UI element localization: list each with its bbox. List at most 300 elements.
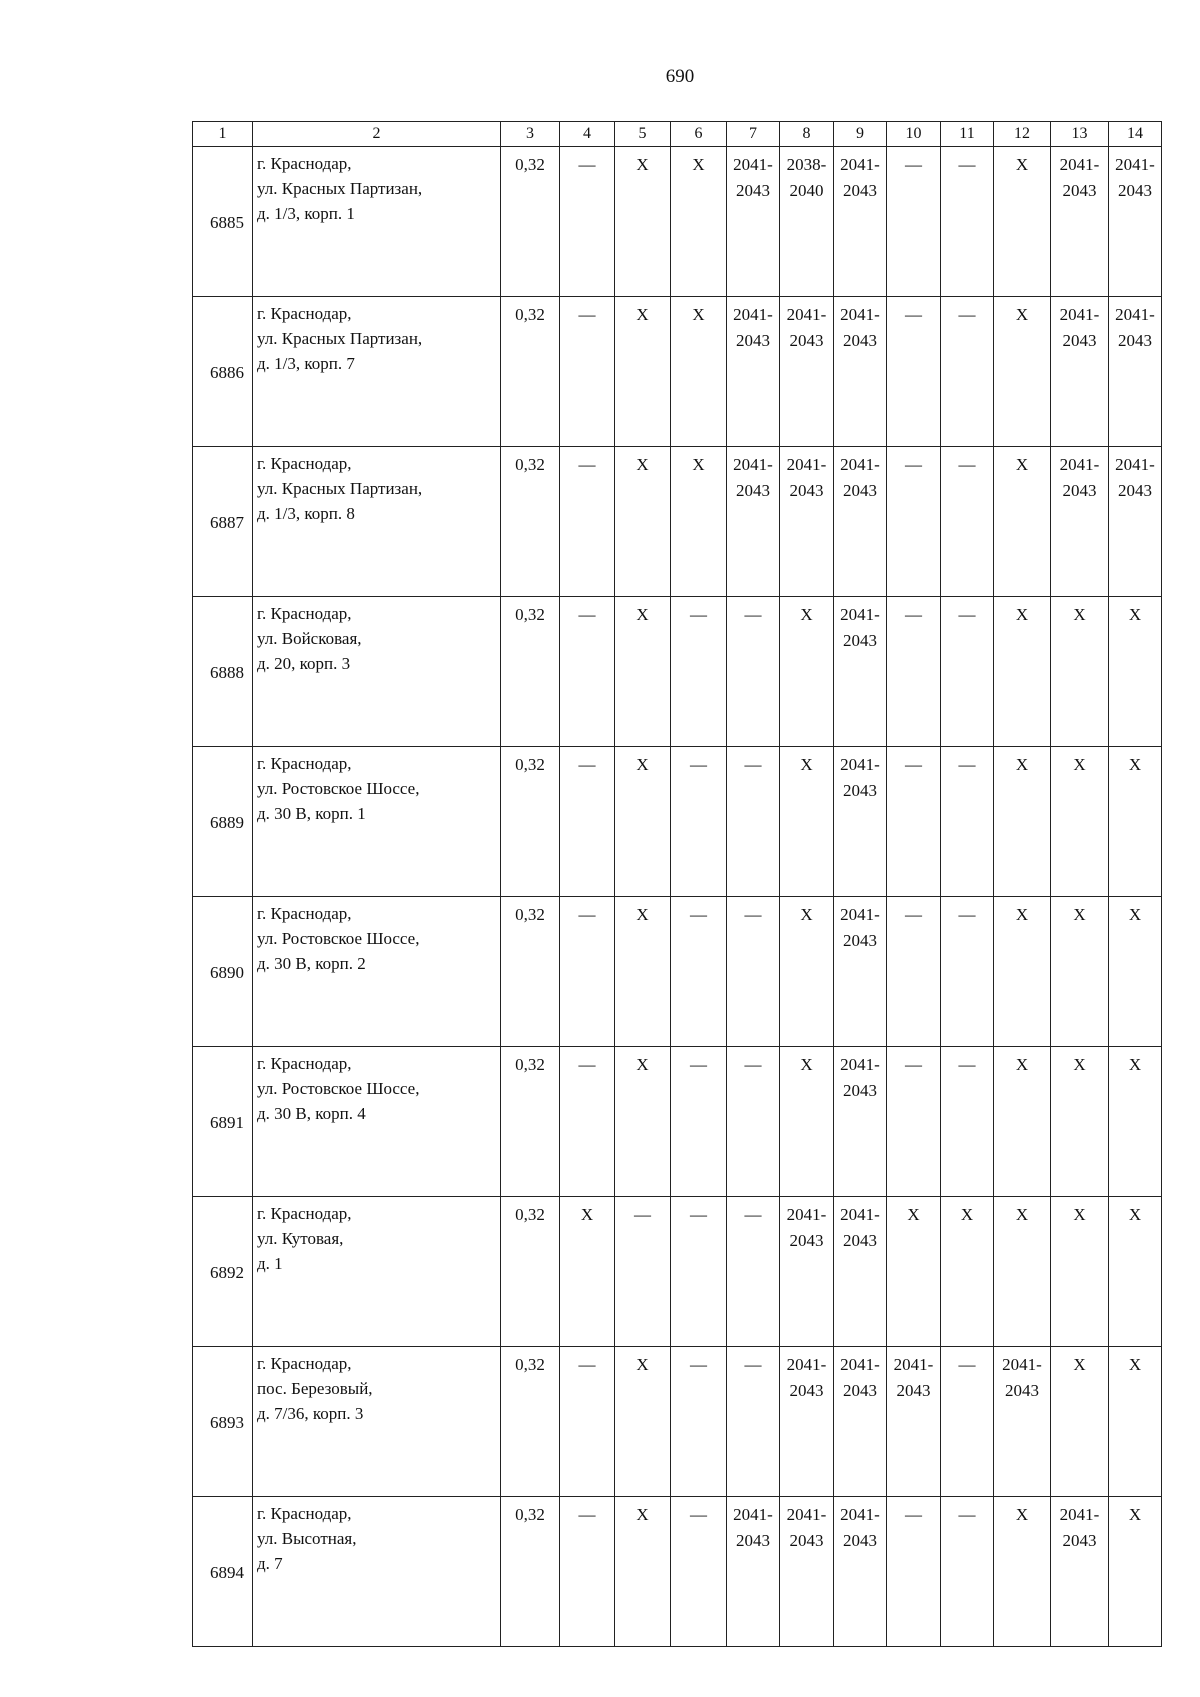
address-line: д. 1	[257, 1254, 283, 1273]
cell-value: X	[1073, 1055, 1086, 1074]
cell-value: X	[1015, 1205, 1029, 1224]
cell-value: X	[1128, 1505, 1142, 1524]
value-cell-col-7	[727, 1347, 780, 1497]
cell-value: 2038- 2040	[786, 155, 827, 200]
cell-value: 2041- 2043	[840, 1505, 880, 1550]
value-cell-col-4	[560, 1197, 615, 1347]
cell-value: 0,32	[515, 605, 545, 624]
cell-value: —	[578, 1055, 596, 1074]
value-cell-col-14	[1109, 747, 1162, 897]
cell-value: —	[578, 1355, 596, 1374]
address-line: ул. Ростовское Шоссе,	[257, 1079, 420, 1098]
cell-value: —	[744, 905, 762, 924]
value-cell-col-8	[780, 897, 834, 1047]
value-cell-col-6	[671, 147, 727, 297]
table-row	[193, 1047, 1162, 1197]
value-cell-col-9	[834, 1047, 887, 1197]
cell-value: 2041- 2043	[1002, 1355, 1042, 1400]
value-cell-col-10	[887, 447, 941, 597]
value-cell-col-8	[780, 147, 834, 297]
value-cell-col-13	[1051, 1497, 1109, 1647]
value-cell-col-7	[727, 1497, 780, 1647]
cell-value: 0,32	[515, 1355, 545, 1374]
address-line: ул. Войсковая,	[257, 629, 362, 648]
value-cell-col-3	[501, 297, 560, 447]
address-line: д. 1/3, корп. 1	[257, 204, 355, 223]
row-number: 6891	[210, 1113, 244, 1132]
value-cell-col-13	[1051, 447, 1109, 597]
cell-value: X	[1015, 305, 1029, 324]
address-line: д. 1/3, корп. 7	[257, 354, 355, 373]
cell-value: 2041- 2043	[786, 1505, 827, 1550]
value-cell-col-5	[615, 297, 671, 447]
address-cell	[253, 1197, 501, 1347]
row-number: 6894	[210, 1563, 244, 1582]
cell-value: X	[1073, 905, 1086, 924]
value-cell-col-11	[941, 447, 994, 597]
cell-value: X	[1015, 605, 1029, 624]
cell-value: 2041- 2043	[1059, 305, 1100, 350]
cell-value: X	[1015, 1055, 1029, 1074]
cell-value: 0,32	[515, 905, 545, 924]
value-cell-col-9	[834, 1197, 887, 1347]
value-cell-col-5	[615, 447, 671, 597]
value-cell-col-11	[941, 1197, 994, 1347]
value-cell-col-5	[615, 747, 671, 897]
cell-value: 2041- 2043	[840, 1355, 880, 1400]
value-cell-col-5	[615, 1497, 671, 1647]
cell-value: —	[690, 1055, 707, 1074]
address-line: г. Краснодар,	[257, 154, 352, 173]
value-cell-col-9	[834, 147, 887, 297]
value-cell-col-8	[780, 297, 834, 447]
cell-value: X	[636, 755, 649, 774]
value-cell-col-9	[834, 297, 887, 447]
value-cell-col-3	[501, 1497, 560, 1647]
cell-value: X	[636, 1505, 649, 1524]
cell-value: —	[958, 755, 976, 774]
cell-value: 2041- 2043	[786, 305, 827, 350]
column-header-1: 1	[193, 122, 253, 147]
value-cell-col-5	[615, 597, 671, 747]
row-number-cell	[193, 1197, 253, 1347]
value-cell-col-8	[780, 1497, 834, 1647]
cell-value: —	[744, 755, 762, 774]
cell-value: X	[636, 155, 649, 174]
cell-value: X	[1073, 605, 1086, 624]
address-line: г. Краснодар,	[257, 1504, 352, 1523]
cell-value: X	[692, 305, 705, 324]
cell-value: X	[800, 605, 813, 624]
row-number: 6887	[210, 513, 244, 532]
cell-value: 2041- 2043	[733, 455, 773, 500]
column-header-2: 2	[253, 122, 501, 147]
cell-value: X	[800, 1055, 813, 1074]
address-line: г. Краснодар,	[257, 754, 352, 773]
value-cell-col-8	[780, 1047, 834, 1197]
address-line: ул. Красных Партизан,	[257, 179, 423, 198]
cell-value: —	[690, 905, 707, 924]
cell-value: —	[905, 1505, 922, 1524]
cell-value: —	[690, 605, 707, 624]
value-cell-col-6	[671, 1047, 727, 1197]
cell-value: —	[578, 605, 596, 624]
column-header-10: 10	[887, 122, 941, 147]
cell-value: —	[958, 605, 976, 624]
table-row	[193, 597, 1162, 747]
cell-value: —	[958, 1055, 976, 1074]
cell-value: X	[1015, 755, 1029, 774]
value-cell-col-3	[501, 1047, 560, 1197]
cell-value: X	[1015, 905, 1029, 924]
value-cell-col-13	[1051, 147, 1109, 297]
cell-value: 2041- 2043	[840, 605, 880, 650]
column-header-14: 14	[1109, 122, 1162, 147]
cell-value: X	[1073, 1205, 1086, 1224]
cell-value: —	[634, 1205, 651, 1224]
row-number-cell	[193, 1347, 253, 1497]
value-cell-col-11	[941, 1047, 994, 1197]
address-cell	[253, 1047, 501, 1197]
cell-value: 2041- 2043	[1059, 1505, 1100, 1550]
cell-value: X	[907, 1205, 920, 1224]
cell-value: 2041- 2043	[1059, 455, 1100, 500]
address-line: г. Краснодар,	[257, 904, 352, 923]
table-row	[193, 897, 1162, 1047]
value-cell-col-6	[671, 1347, 727, 1497]
cell-value: —	[958, 155, 976, 174]
cell-value: —	[578, 305, 596, 324]
column-header-9: 9	[834, 122, 887, 147]
value-cell-col-7	[727, 297, 780, 447]
value-cell-col-10	[887, 1047, 941, 1197]
value-cell-col-12	[994, 597, 1051, 747]
value-cell-col-12	[994, 1047, 1051, 1197]
cell-value: —	[690, 1355, 707, 1374]
value-cell-col-12	[994, 1497, 1051, 1647]
cell-value: 2041- 2043	[733, 155, 773, 200]
cell-value: 2041- 2043	[733, 1505, 773, 1550]
value-cell-col-4	[560, 1497, 615, 1647]
value-cell-col-4	[560, 1047, 615, 1197]
cell-value: X	[1128, 1355, 1142, 1374]
cell-value: —	[905, 155, 922, 174]
value-cell-col-7	[727, 447, 780, 597]
table-body	[193, 122, 1162, 1647]
cell-value: X	[636, 1055, 649, 1074]
address-line: г. Краснодар,	[257, 304, 352, 323]
cell-value: X	[1128, 1055, 1142, 1074]
cell-value: 0,32	[515, 305, 545, 324]
cell-value: —	[690, 1505, 707, 1524]
value-cell-col-10	[887, 897, 941, 1047]
value-cell-col-10	[887, 147, 941, 297]
cell-value: X	[1015, 155, 1029, 174]
value-cell-col-6	[671, 747, 727, 897]
value-cell-col-12	[994, 147, 1051, 297]
cell-value: 0,32	[515, 1505, 545, 1524]
value-cell-col-8	[780, 747, 834, 897]
value-cell-col-8	[780, 447, 834, 597]
value-cell-col-5	[615, 897, 671, 1047]
cell-value: X	[1015, 455, 1029, 474]
value-cell-col-9	[834, 1497, 887, 1647]
value-cell-col-12	[994, 1347, 1051, 1497]
row-number: 6888	[210, 663, 244, 682]
value-cell-col-4	[560, 1347, 615, 1497]
data-table	[192, 121, 1162, 1647]
cell-value: —	[690, 755, 707, 774]
address-line: г. Краснодар,	[257, 1204, 352, 1223]
cell-value: 2041- 2043	[840, 1205, 880, 1250]
row-number-cell	[193, 447, 253, 597]
address-line: д. 7/36, корп. 3	[257, 1404, 364, 1423]
address-line: д. 7	[257, 1554, 283, 1573]
column-header-4: 4	[560, 122, 615, 147]
value-cell-col-11	[941, 597, 994, 747]
value-cell-col-12	[994, 297, 1051, 447]
cell-value: 2041- 2043	[733, 305, 773, 350]
row-number: 6889	[210, 813, 244, 832]
row-number: 6885	[210, 213, 244, 232]
value-cell-col-12	[994, 1197, 1051, 1347]
value-cell-col-10	[887, 1347, 941, 1497]
value-cell-col-7	[727, 597, 780, 747]
row-number-cell	[193, 297, 253, 447]
row-number: 6892	[210, 1263, 244, 1282]
table-row	[193, 747, 1162, 897]
address-cell	[253, 1347, 501, 1497]
cell-value: —	[958, 1355, 976, 1374]
value-cell-col-7	[727, 747, 780, 897]
cell-value: —	[905, 905, 922, 924]
cell-value: 2041- 2043	[1059, 155, 1100, 200]
column-header-12: 12	[994, 122, 1051, 147]
cell-value: —	[744, 605, 762, 624]
value-cell-col-14	[1109, 1197, 1162, 1347]
value-cell-col-13	[1051, 297, 1109, 447]
cell-value: —	[905, 1055, 922, 1074]
cell-value: 2041- 2043	[840, 305, 880, 350]
page-number: 690	[665, 66, 695, 87]
cell-value: —	[905, 305, 922, 324]
value-cell-col-14	[1109, 897, 1162, 1047]
value-cell-col-11	[941, 1347, 994, 1497]
value-cell-col-7	[727, 1047, 780, 1197]
cell-value: 0,32	[515, 455, 545, 474]
value-cell-col-11	[941, 1497, 994, 1647]
cell-value: —	[744, 1055, 762, 1074]
address-line: ул. Кутовая,	[257, 1229, 344, 1248]
value-cell-col-4	[560, 597, 615, 747]
value-cell-col-6	[671, 297, 727, 447]
address-cell	[253, 747, 501, 897]
value-cell-col-12	[994, 747, 1051, 897]
cell-value: —	[578, 155, 596, 174]
value-cell-col-6	[671, 1197, 727, 1347]
value-cell-col-9	[834, 897, 887, 1047]
value-cell-col-4	[560, 897, 615, 1047]
value-cell-col-5	[615, 1347, 671, 1497]
value-cell-col-8	[780, 1347, 834, 1497]
value-cell-col-5	[615, 147, 671, 297]
value-cell-col-10	[887, 747, 941, 897]
value-cell-col-3	[501, 147, 560, 297]
row-number-cell	[193, 1497, 253, 1647]
cell-value: 2041- 2043	[893, 1355, 934, 1400]
value-cell-col-3	[501, 447, 560, 597]
address-cell	[253, 147, 501, 297]
value-cell-col-4	[560, 747, 615, 897]
value-cell-col-10	[887, 297, 941, 447]
cell-value: 0,32	[515, 1055, 545, 1074]
value-cell-col-13	[1051, 747, 1109, 897]
value-cell-col-3	[501, 747, 560, 897]
value-cell-col-14	[1109, 447, 1162, 597]
value-cell-col-13	[1051, 1197, 1109, 1347]
table-row	[193, 147, 1162, 297]
value-cell-col-11	[941, 297, 994, 447]
address-line: ул. Красных Партизан,	[257, 479, 423, 498]
cell-value: —	[905, 755, 922, 774]
cell-value: X	[692, 455, 705, 474]
column-header-6: 6	[671, 122, 727, 147]
value-cell-col-14	[1109, 297, 1162, 447]
value-cell-col-11	[941, 147, 994, 297]
value-cell-col-6	[671, 447, 727, 597]
cell-value: 2041- 2043	[786, 1205, 827, 1250]
address-line: г. Краснодар,	[257, 1054, 352, 1073]
address-line: д. 20, корп. 3	[257, 654, 351, 673]
cell-value: —	[578, 1505, 596, 1524]
cell-value: X	[636, 455, 649, 474]
address-line: д. 30 В, корп. 4	[257, 1104, 366, 1123]
value-cell-col-5	[615, 1197, 671, 1347]
address-cell	[253, 897, 501, 1047]
cell-value: 2041- 2043	[1115, 155, 1155, 200]
cell-value: X	[960, 1205, 974, 1224]
cell-value: 0,32	[515, 1205, 545, 1224]
cell-value: 2041- 2043	[1115, 455, 1155, 500]
value-cell-col-9	[834, 597, 887, 747]
value-cell-col-13	[1051, 897, 1109, 1047]
table-row	[193, 297, 1162, 447]
cell-value: X	[1128, 905, 1142, 924]
cell-value: 2041- 2043	[840, 155, 880, 200]
cell-value: —	[958, 455, 976, 474]
row-number-cell	[193, 147, 253, 297]
table-row	[193, 1347, 1162, 1497]
cell-value: 0,32	[515, 155, 545, 174]
address-cell	[253, 297, 501, 447]
address-line: г. Краснодар,	[257, 1354, 352, 1373]
value-cell-col-14	[1109, 597, 1162, 747]
value-cell-col-9	[834, 747, 887, 897]
header-row	[193, 122, 1162, 147]
value-cell-col-4	[560, 297, 615, 447]
row-number: 6890	[210, 963, 244, 982]
table-row	[193, 447, 1162, 597]
cell-value: X	[1073, 755, 1086, 774]
value-cell-col-13	[1051, 1347, 1109, 1497]
value-cell-col-6	[671, 1497, 727, 1647]
table-row	[193, 1497, 1162, 1647]
column-header-7: 7	[727, 122, 780, 147]
column-header-13: 13	[1051, 122, 1109, 147]
cell-value: —	[744, 1205, 762, 1224]
cell-value: —	[905, 455, 922, 474]
value-cell-col-10	[887, 1197, 941, 1347]
value-cell-col-3	[501, 597, 560, 747]
row-number: 6886	[210, 363, 244, 382]
value-cell-col-3	[501, 1197, 560, 1347]
value-cell-col-10	[887, 597, 941, 747]
value-cell-col-5	[615, 1047, 671, 1197]
cell-value: 2041- 2043	[786, 455, 827, 500]
column-header-5: 5	[615, 122, 671, 147]
row-number-cell	[193, 897, 253, 1047]
cell-value: X	[1128, 605, 1142, 624]
cell-value: —	[578, 905, 596, 924]
value-cell-col-11	[941, 897, 994, 1047]
address-line: д. 30 В, корп. 2	[257, 954, 366, 973]
address-line: ул. Ростовское Шоссе,	[257, 779, 420, 798]
value-cell-col-12	[994, 897, 1051, 1047]
cell-value: X	[692, 155, 705, 174]
cell-value: —	[958, 1505, 976, 1524]
cell-value: —	[690, 1205, 707, 1224]
value-cell-col-13	[1051, 597, 1109, 747]
value-cell-col-8	[780, 597, 834, 747]
cell-value: X	[800, 905, 813, 924]
cell-value: 2041- 2043	[840, 1055, 880, 1100]
cell-value: 2041- 2043	[840, 455, 880, 500]
address-line: ул. Ростовское Шоссе,	[257, 929, 420, 948]
value-cell-col-11	[941, 747, 994, 897]
address-cell	[253, 1497, 501, 1647]
value-cell-col-9	[834, 447, 887, 597]
value-cell-col-7	[727, 147, 780, 297]
value-cell-col-14	[1109, 1347, 1162, 1497]
cell-value: X	[636, 1355, 649, 1374]
cell-value: —	[578, 755, 596, 774]
address-line: г. Краснодар,	[257, 604, 352, 623]
cell-value: X	[636, 305, 649, 324]
value-cell-col-3	[501, 1347, 560, 1497]
cell-value: X	[1015, 1505, 1029, 1524]
value-cell-col-12	[994, 447, 1051, 597]
cell-value: 2041- 2043	[786, 1355, 827, 1400]
row-number-cell	[193, 747, 253, 897]
cell-value: 2041- 2043	[1115, 305, 1155, 350]
address-line: пос. Березовый,	[257, 1379, 373, 1398]
cell-value: X	[800, 755, 813, 774]
row-number: 6893	[210, 1413, 244, 1432]
value-cell-col-6	[671, 897, 727, 1047]
cell-value: 2041- 2043	[840, 755, 880, 800]
cell-value: —	[958, 905, 976, 924]
cell-value: —	[905, 605, 922, 624]
address-line: д. 30 В, корп. 1	[257, 804, 366, 823]
value-cell-col-10	[887, 1497, 941, 1647]
cell-value: —	[958, 305, 976, 324]
cell-value: X	[1073, 1355, 1086, 1374]
address-cell	[253, 597, 501, 747]
cell-value: X	[580, 1205, 594, 1224]
value-cell-col-4	[560, 147, 615, 297]
value-cell-col-4	[560, 447, 615, 597]
value-cell-col-13	[1051, 1047, 1109, 1197]
